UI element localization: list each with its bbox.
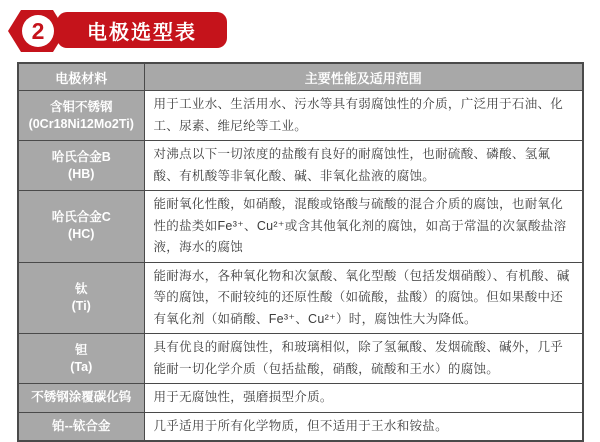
material-name: 铂--铱合金 bbox=[52, 418, 111, 433]
material-cell bbox=[18, 334, 144, 384]
material-code: (HC) bbox=[68, 227, 95, 242]
table-row bbox=[18, 91, 583, 141]
section-number: 2 bbox=[22, 15, 54, 47]
table-row bbox=[18, 191, 583, 263]
material-cell bbox=[18, 384, 144, 413]
table-row bbox=[18, 262, 583, 334]
col-header-material: 电极材料 bbox=[18, 63, 144, 91]
description-cell: 用于工业水、生活用水、污水等具有弱腐蚀性的介质，广泛用于石油、化工、尿素、维尼纶等工业。 bbox=[144, 91, 583, 141]
material-cell bbox=[18, 262, 144, 334]
description-cell: 用于无腐蚀性，强磨损型介质。 bbox=[144, 384, 583, 413]
table-row bbox=[18, 412, 583, 441]
page-title: 电极选型表 bbox=[87, 21, 197, 44]
material-name: 含钼不锈钢 bbox=[49, 99, 113, 114]
table-row bbox=[18, 334, 583, 384]
col-header-performance: 主要性能及适用范围 bbox=[144, 63, 583, 91]
material-code: (Ti) bbox=[71, 298, 91, 313]
material-cell bbox=[18, 412, 144, 441]
electrode-selection-table bbox=[17, 62, 584, 442]
table-row bbox=[18, 384, 583, 413]
description-cell: 能耐氧化性酸，如硝酸，混酸或铬酸与硫酸的混合介质的腐蚀，也耐氧化性的盐类如Fe³⁺、Cu²⁺或含其他氧化剂的腐蚀，如高于常温的次氯酸盐溶液，海水的腐蚀 bbox=[144, 191, 583, 263]
description-cell: 对沸点以下一切浓度的盐酸有良好的耐腐蚀性，也耐硫酸、磷酸、氢氟酸、有机酸等非氧化酸、碱、非氧化盐液的腐蚀。 bbox=[144, 141, 583, 191]
section-header bbox=[0, 0, 600, 62]
material-name: 不锈钢涂覆碳化钨 bbox=[31, 390, 132, 405]
description-cell: 能耐海水，各种氧化物和次氯酸、氧化型酸（包括发烟硝酸）、有机酸、碱等的腐蚀，不耐较纯的还原性酸（如硫酸，盐酸）的腐蚀。但如果酸中还有氧化剂（如硝酸、Fe³⁺、Cu²⁺）时，腐蚀性大为降低。 bbox=[144, 262, 583, 334]
table-header-row bbox=[18, 63, 583, 91]
material-code: (Ta) bbox=[70, 359, 93, 374]
material-cell bbox=[18, 91, 144, 141]
material-cell bbox=[18, 191, 144, 263]
material-code: (0Cr18Ni12Mo2Ti) bbox=[28, 116, 134, 131]
material-name: 哈氏合金C bbox=[51, 210, 111, 225]
material-code: (HB) bbox=[68, 166, 95, 181]
material-cell bbox=[18, 141, 144, 191]
material-name: 钽 bbox=[74, 342, 88, 357]
material-name: 哈氏合金B bbox=[51, 149, 111, 164]
description-cell: 具有优良的耐腐蚀性，和玻璃相似，除了氢氟酸、发烟硫酸、碱外，几乎能耐一切化学介质（包括盐酸，硝酸，硫酸和王水）的腐蚀。 bbox=[144, 334, 583, 384]
section-title-banner bbox=[57, 12, 227, 48]
material-name: 钛 bbox=[74, 281, 88, 296]
description-cell: 几乎适用于所有化学物质，但不适用于王水和铵盐。 bbox=[144, 412, 583, 441]
table-row bbox=[18, 141, 583, 191]
